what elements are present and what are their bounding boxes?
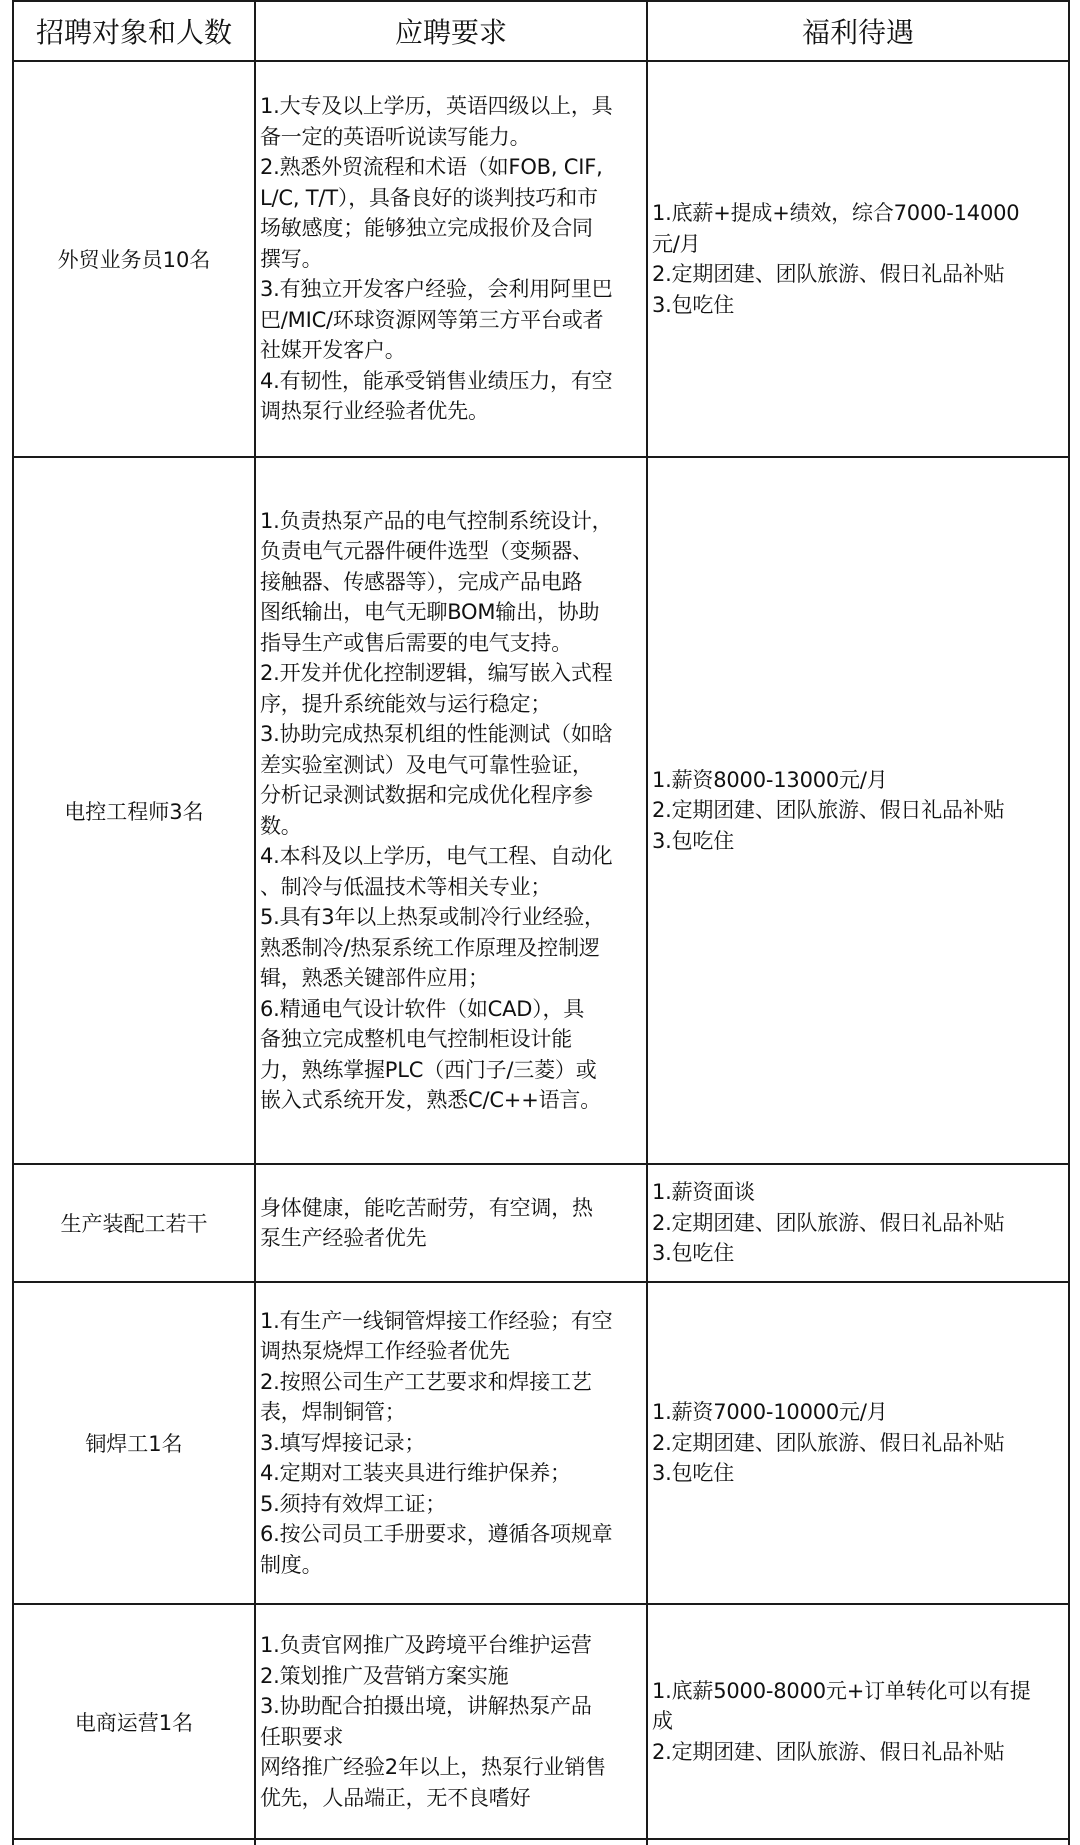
position-cell: 电商运营1名: [74, 1710, 194, 1735]
header-requirements: 应聘要求: [394, 16, 507, 49]
cell-text-line: 调热泵烧焊工作经验者优先: [260, 1339, 510, 1364]
cell-text-line: 制度。: [260, 1552, 323, 1577]
cell-text-line: 1.有生产一线铜管焊接工作经验；有空: [260, 1308, 613, 1333]
cell-text-line: 指导生产或售后需要的电气支持。: [260, 630, 572, 655]
cell-text-line: 4.定期对工装夹具进行维护保养；: [260, 1461, 571, 1486]
cell-text-line: 巴/MIC/环球资源网等第三方平台或者: [260, 307, 604, 332]
cell-text-line: 6.精通电气设计软件（如CAD），具: [260, 996, 585, 1021]
cell-text-line: 2.熟悉外贸流程和术语（如FOB, CIF,: [260, 155, 603, 180]
cell-text-line: 、制冷与低温技术等相关专业；: [260, 874, 552, 899]
cell-text-line: 3.包吃住: [652, 1241, 735, 1266]
cell-text-line: 5.具有3年以上热泵或制冷行业经验，: [260, 905, 605, 929]
cell-text-line: 4.有韧性，能承受销售业绩压力，有空: [260, 368, 613, 393]
cell-text-line: 差实验室测试）及电气可靠性验证，: [260, 752, 593, 777]
benefits-cell: [648, 458, 1068, 1163]
requirements-cell: [256, 1605, 646, 1838]
cell-text-line: 3.包吃住: [652, 292, 735, 317]
cell-text-line: 序，提升系统能效与运行稳定；: [260, 691, 552, 716]
cell-text-line: 3.协助配合拍摄出境，讲解热泵产品: [260, 1694, 592, 1718]
cell-text-line: 接触器、传感器等），完成产品电路: [260, 569, 583, 594]
cell-text-line: 1.薪资8000-13000元/月: [652, 767, 888, 792]
cell-text-line: 2.开发并优化控制逻辑，编写嵌入式程: [260, 661, 613, 685]
cell-text-line: 2.策划推广及营销方案实施: [260, 1663, 509, 1688]
cell-text-line: 元/月: [652, 231, 701, 256]
cell-text-line: 1.薪资面谈: [652, 1180, 755, 1205]
cell-text-line: 图纸输出，电气无聊BOM输出，协助: [260, 600, 600, 624]
position-cell: 电控工程师3名: [64, 799, 204, 824]
benefits-cell: [648, 1165, 1068, 1281]
cell-text-line: 6.按公司员工手册要求，遵循各项规章: [260, 1522, 613, 1547]
cell-text-line: L/C, T/T），具备良好的谈判技巧和市: [260, 185, 598, 210]
cell-text-line: 3.包吃住: [652, 1461, 735, 1486]
cell-text-line: 网络推广经验2年以上，热泵行业销售: [260, 1755, 606, 1779]
cell-text-line: 身体健康，能吃苦耐劳，有空调，热: [260, 1195, 593, 1220]
requirements-cell: [256, 1283, 646, 1603]
benefits-cell: [648, 1605, 1068, 1838]
requirements-cell: [256, 62, 646, 456]
benefits-cell: [648, 1283, 1068, 1603]
cell-text-line: 备一定的英语听说读写能力。: [260, 124, 531, 149]
cell-text-line: 2.定期团建、团队旅游、假日礼品补贴: [652, 798, 1005, 823]
cell-text-line: 辑，熟悉关键部件应用；: [260, 966, 489, 990]
cell-text-line: 泵生产经验者优先: [260, 1226, 427, 1250]
cell-text-line: 4.本科及以上学历，电气工程、自动化: [260, 844, 613, 868]
cell-text-line: 场敏感度；能够独立完成报价及合同: [260, 216, 593, 241]
cell-text-line: 力，熟练掌握PLC（西门子/三菱）或: [260, 1057, 597, 1082]
cell-text-line: 表，焊制铜管；: [260, 1400, 406, 1425]
cell-text-line: 分析记录测试数据和完成优化程序参: [260, 783, 593, 807]
cell-text-line: 1.负责官网推广及跨境平台维护运营: [260, 1633, 592, 1657]
cell-text-line: 1.底薪+提成+绩效，综合7000-14000: [652, 201, 1020, 225]
cell-text-line: 2.按照公司生产工艺要求和焊接工艺: [260, 1369, 592, 1394]
cell-text-line: 撰写。: [260, 246, 323, 271]
header-position: 招聘对象和人数: [35, 16, 232, 49]
cell-text-line: 2.定期团建、团队旅游、假日礼品补贴: [652, 1430, 1005, 1455]
requirements-cell: [256, 458, 646, 1163]
cell-text-line: 5.须持有效焊工证；: [260, 1491, 447, 1516]
cell-text-line: 社媒开发客户。: [260, 338, 406, 363]
cell-text-line: 3.协助完成热泵机组的性能测试（如晗: [260, 722, 613, 746]
cell-text-line: 调热泵行业经验者优先。: [260, 399, 489, 424]
cell-text-line: 备独立完成整机电气控制柜设计能: [260, 1027, 572, 1051]
cell-text-line: 嵌入式系统开发，熟悉C/C++语言。: [260, 1088, 601, 1112]
header-benefits: 福利待遇: [801, 16, 914, 49]
row-divider: [12, 1838, 1070, 1840]
cell-text-line: 1.底薪5000-8000元+订单转化可以有提: [652, 1678, 1031, 1703]
cell-text-line: 熟悉制冷/热泵系统工作原理及控制逻: [260, 935, 600, 960]
cell-text-line: 1.大专及以上学历，英语四级以上，具: [260, 94, 613, 119]
position-cell: 生产装配工若干: [60, 1212, 208, 1236]
cell-text-line: 3.包吃住: [652, 828, 735, 853]
cell-text-line: 任职要求: [260, 1724, 344, 1749]
cell-text-line: 2.定期团建、团队旅游、假日礼品补贴: [652, 262, 1005, 286]
cell-text-line: 负责电气元器件硬件选型（变频器、: [260, 539, 593, 563]
cell-text-line: 1.薪资7000-10000元/月: [652, 1400, 888, 1425]
cell-text-line: 3.有独立开发客户经验，会利用阿里巴: [260, 277, 613, 302]
cell-text-line: 2.定期团建、团队旅游、假日礼品补贴: [652, 1210, 1005, 1235]
benefits-cell: [648, 62, 1068, 456]
cell-text-line: 3.填写焊接记录；: [260, 1430, 426, 1455]
requirements-cell: [256, 1165, 646, 1281]
cell-text-line: 2.定期团建、团队旅游、假日礼品补贴: [652, 1739, 1005, 1764]
cell-text-line: 数。: [260, 813, 302, 838]
column-divider: [1068, 0, 1070, 1845]
cell-text-line: 优先，人品端正，无不良嗜好: [260, 1785, 531, 1810]
position-cell: 外贸业务员10名: [57, 248, 211, 272]
cell-text-line: 成: [652, 1709, 673, 1734]
position-cell: 铜焊工1名: [85, 1432, 183, 1456]
cell-text-line: 1.负责热泵产品的电气控制系统设计，: [260, 508, 613, 533]
